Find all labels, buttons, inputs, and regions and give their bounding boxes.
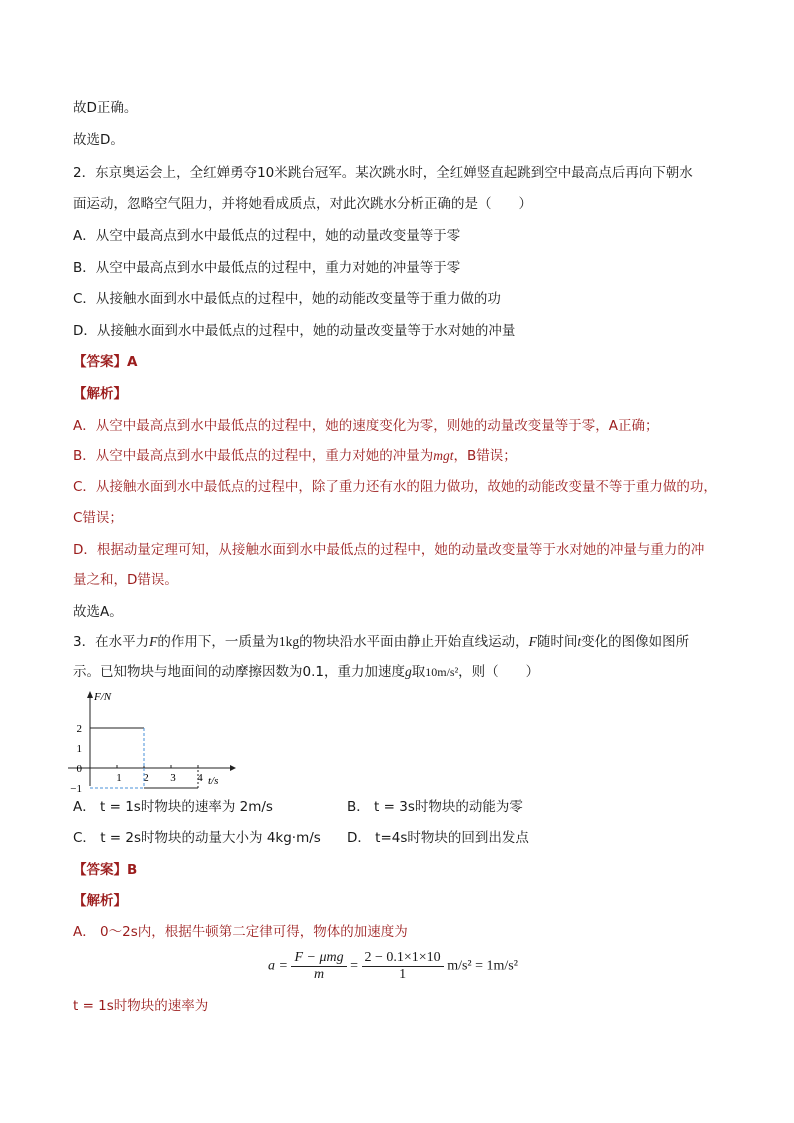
q3-option-c: C． t = 2s时物块的动量大小为 4kg·m/s: [73, 830, 321, 846]
q3-stem-math-f: F: [528, 634, 537, 649]
q2-option-a: A．从空中最高点到水中最低点的过程中，她的动量改变量等于零: [73, 228, 461, 244]
q2-explanation-b: [73, 446, 517, 466]
x-tick-label: 4: [197, 772, 203, 784]
y-tick-label: 0: [76, 763, 82, 775]
y-tick-label: 2: [76, 723, 82, 735]
q2-option-d: D．从接触水面到水中最低点的过程中，她的动量改变量等于水对她的冲量: [73, 323, 516, 339]
formula-rhs: m/s² = 1m/s²: [447, 958, 518, 974]
q3-stem-text: ，则（ ）: [458, 664, 540, 680]
q2-explanation-a: A．从空中最高点到水中最低点的过程中，她的速度变化为零，则她的动量改变量等于零，A正确；: [73, 418, 659, 434]
x-tick-label: 1: [116, 772, 122, 784]
q3-stem-text: 的物块沿水平面由静止开始直线运动，: [299, 634, 529, 650]
formula-numerator-1: F − μmg: [291, 950, 346, 967]
y-tick-label: 1: [76, 743, 82, 755]
q2-stem-line-2: 面运动，忽略空气阻力，并将她看成质点，对此次跳水分析正确的是（ ）: [73, 196, 532, 212]
q2-explanation-d-2: 量之和，D错误。: [73, 572, 178, 588]
formula-denominator-2: 1: [399, 967, 407, 982]
q3-stem-math-t: t: [577, 634, 582, 649]
q2-choice: 故选A。: [73, 604, 123, 620]
formula-numerator-2: 2 − 0.1×1×10: [362, 950, 444, 967]
graph-axes: [68, 691, 236, 787]
q3-explanation-a: A． 0～2s内，根据牛顿第二定律可得，物体的加速度为: [73, 924, 408, 940]
q2-explanation-b-end: ，B错误；: [453, 448, 517, 464]
q2-stem-line-1: 2．东京奥运会上，全红婵勇夺10米跳台冠军。某次跳水时，全红婵竖直起跳到空中最高点后再向下朝水: [73, 165, 693, 181]
q3-stem-math-f: F: [149, 634, 158, 649]
x-tick-label: 3: [170, 772, 176, 784]
y-axis-arrow: [87, 691, 93, 698]
force-time-graph: [60, 688, 240, 795]
x-axis-arrow: [230, 765, 236, 771]
y-axis-label: F/N: [94, 691, 112, 703]
formula-lhs: a =: [268, 958, 288, 974]
q3-option-a: A． t = 1s时物块的速率为 2m/s: [73, 799, 273, 815]
q3-stem-text: 取: [411, 664, 426, 680]
formula-denominator-1: m: [313, 967, 325, 982]
q3-stem-accel: 10m/s²: [425, 665, 459, 679]
q3-stem-text: 3．在水平力: [73, 634, 150, 650]
q2-option-b: B．从空中最高点到水中最低点的过程中，重力对她的冲量等于零: [73, 260, 461, 276]
q3-stem-text: 示。已知物块与地面间的动摩擦因数为0.1，重力加速度: [73, 664, 405, 680]
q2-answer-heading: 【答案】A: [73, 354, 138, 370]
choice-line: 故选D。: [73, 132, 124, 148]
q3-option-d: D． t=4s时物块的回到出发点: [347, 830, 529, 846]
acceleration-formula: [268, 950, 518, 990]
x-tick-label: 2: [143, 772, 149, 784]
q3-stem-text: 的作用下，一质量为: [157, 634, 279, 650]
q2-explanation-d-1: D．根据动量定理可知，从接触水面到水中最低点的过程中，她的动量改变量等于水对她的冲量与重力的冲: [73, 542, 705, 558]
q3-stem-text: 变化的图像如图所: [581, 634, 690, 650]
q2-explanation-b-text: B．从空中最高点到水中最低点的过程中，重力对她的冲量为: [73, 448, 434, 464]
q3-analysis-heading: 【解析】: [73, 893, 127, 909]
q3-stem-mass: 1kg: [278, 634, 300, 649]
q3-stem-math-g: g: [404, 664, 412, 679]
y-tick-label: −1: [70, 783, 82, 795]
formula-fraction-2: [362, 950, 444, 983]
q2-explanation-b-math: mgt: [433, 448, 454, 463]
formula-fraction-1: [291, 950, 346, 983]
x-axis-label: t/s: [208, 775, 219, 787]
formula-equals: =: [350, 958, 358, 974]
q3-answer-heading: 【答案】B: [73, 862, 138, 878]
q3-option-b: B． t = 3s时物块的动能为零: [347, 799, 523, 815]
q3-stem-text: 随时间: [536, 634, 578, 650]
conclusion-line: 故D正确。: [73, 100, 138, 116]
q2-option-c: C．从接触水面到水中最低点的过程中，她的动能改变量等于重力做的功: [73, 291, 501, 307]
q3-stem-line-2: [73, 662, 539, 682]
graph-series: [90, 728, 198, 788]
q2-analysis-heading: 【解析】: [73, 386, 127, 402]
q3-stem-line-1: [73, 632, 689, 652]
q3-last-line: t = 1s时物块的速率为: [73, 998, 209, 1014]
q2-explanation-c-1: C．从接触水面到水中最低点的过程中，除了重力还有水的阻力做功，故她的动能改变量不等于重力做的功，: [73, 479, 717, 495]
q2-explanation-c-2: C错误；: [73, 510, 123, 526]
